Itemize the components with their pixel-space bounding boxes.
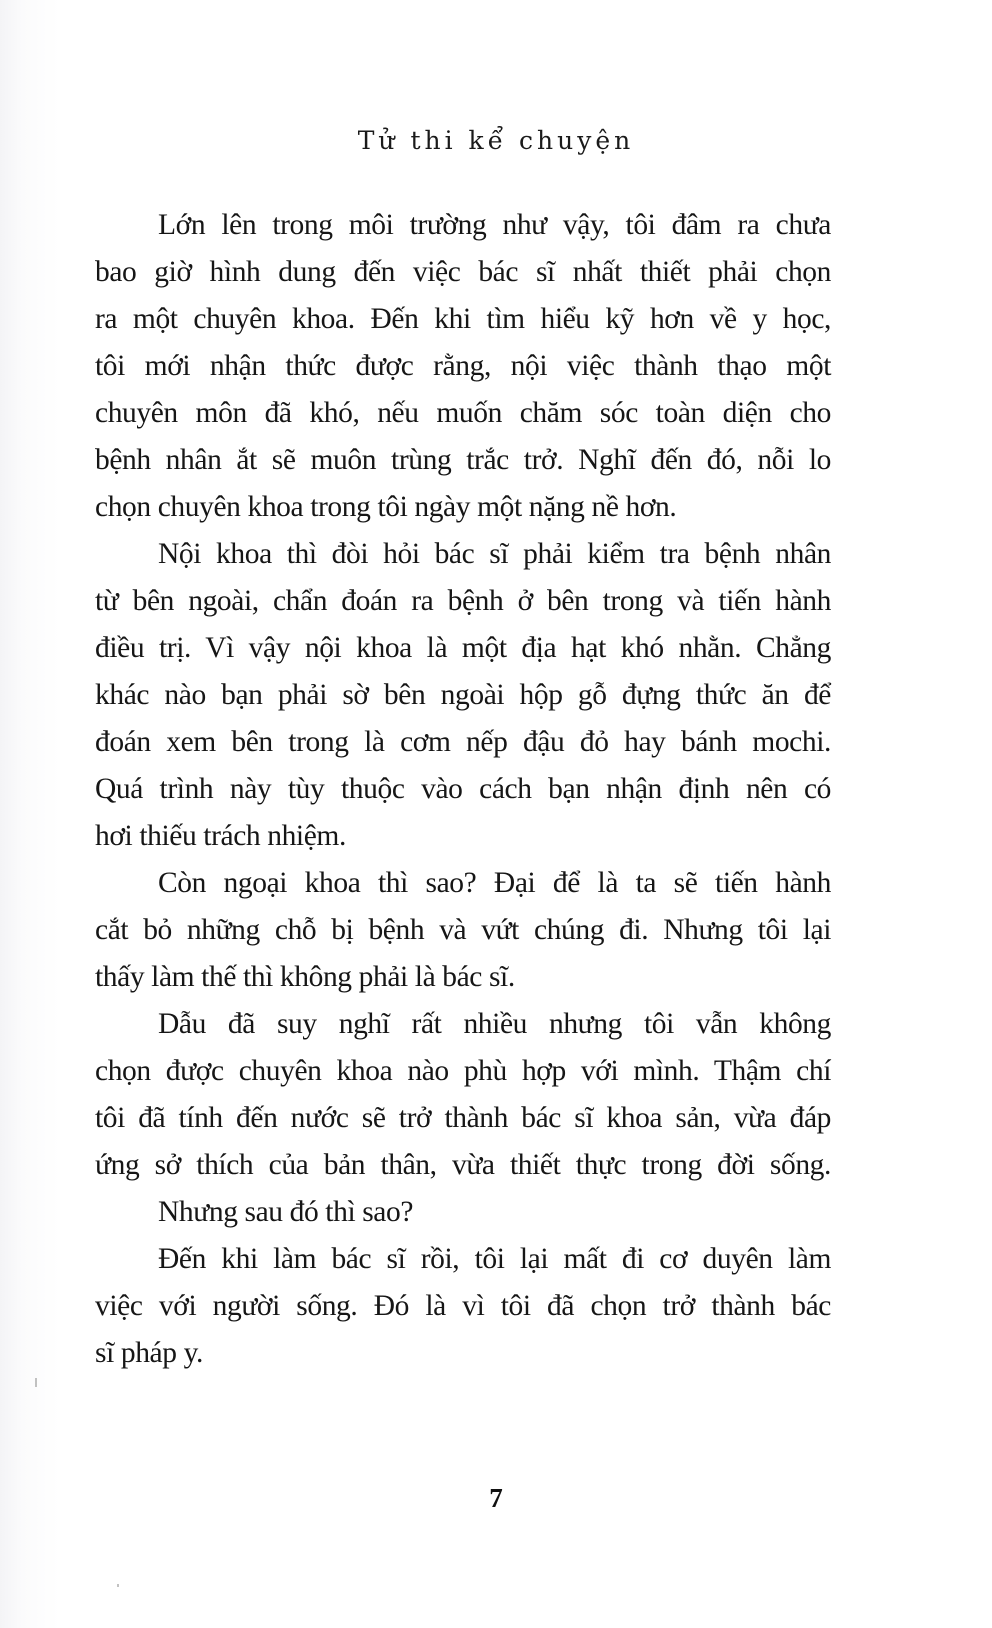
paragraph <box>95 202 831 531</box>
paragraph <box>95 1236 831 1377</box>
text-line: bệnh nhân ắt sẽ muôn trùng trắc trở. Nghĩ đến đó, nỗi lo <box>95 444 831 476</box>
text-line: Quá trình này tùy thuộc vào cách bạn nhận định nên có <box>95 773 831 805</box>
text-line: từ bên ngoài, chẩn đoán ra bệnh ở bên trong và tiến hành <box>95 585 831 617</box>
paragraph <box>95 1001 831 1189</box>
text-line: cắt bỏ những chỗ bị bệnh và vứt chúng đi. Nhưng tôi lại <box>95 914 831 946</box>
running-head: Tử thi kể chuyện <box>357 126 635 155</box>
text-line: điều trị. Vì vậy nội khoa là một địa hạt khó nhằn. Chẳng <box>95 632 831 664</box>
paragraph <box>95 860 831 1001</box>
text-line: tôi đã tính đến nước sẽ trở thành bác sĩ khoa sản, vừa đáp <box>95 1102 831 1134</box>
text-line: sĩ pháp y. <box>95 1337 203 1369</box>
text-line: Dẫu đã suy nghĩ rất nhiều nhưng tôi vẫn không <box>158 1008 831 1040</box>
body-text <box>95 202 831 1377</box>
page-number: 7 <box>489 1483 503 1513</box>
text-line: thấy làm thế thì không phải là bác sĩ. <box>95 961 515 993</box>
text-line: chọn được chuyên khoa nào phù hợp với mình. Thậm chí <box>95 1055 831 1087</box>
text-line: hơi thiếu trách nhiệm. <box>95 820 346 852</box>
text-line: Lớn lên trong môi trường như vậy, tôi đâm ra chưa <box>158 209 831 241</box>
text-line: ứng sở thích của bản thân, vừa thiết thực trong đời sống. <box>95 1149 831 1181</box>
text-line: chọn chuyên khoa trong tôi ngày một nặng nề hơn. <box>95 491 677 523</box>
scan-speck <box>35 1378 37 1387</box>
text-line: tôi mới nhận thức được rằng, nội việc thành thạo một <box>95 350 831 382</box>
paragraph <box>95 531 831 860</box>
text-line: chuyên môn đã khó, nếu muốn chăm sóc toàn diện cho <box>95 397 831 429</box>
text-line: việc với người sống. Đó là vì tôi đã chọn trở thành bác <box>95 1290 831 1322</box>
paragraph <box>95 1189 831 1236</box>
text-line: bao giờ hình dung đến việc bác sĩ nhất thiết phải chọn <box>95 256 831 288</box>
text-line: Đến khi làm bác sĩ rồi, tôi lại mất đi cơ duyên làm <box>158 1243 831 1275</box>
scan-speck <box>117 1584 119 1587</box>
text-line: Nội khoa thì đòi hỏi bác sĩ phải kiểm tra bệnh nhân <box>158 538 831 570</box>
text-line: Nhưng sau đó thì sao? <box>158 1196 414 1228</box>
text-line: ra một chuyên khoa. Đến khi tìm hiểu kỹ hơn về y học, <box>95 303 831 335</box>
text-line: Còn ngoại khoa thì sao? Đại để là ta sẽ tiến hành <box>158 867 831 899</box>
text-line: khác nào bạn phải sờ bên ngoài hộp gỗ đựng thức ăn để <box>95 679 831 711</box>
text-line: đoán xem bên trong là cơm nếp đậu đỏ hay bánh mochi. <box>95 726 831 758</box>
